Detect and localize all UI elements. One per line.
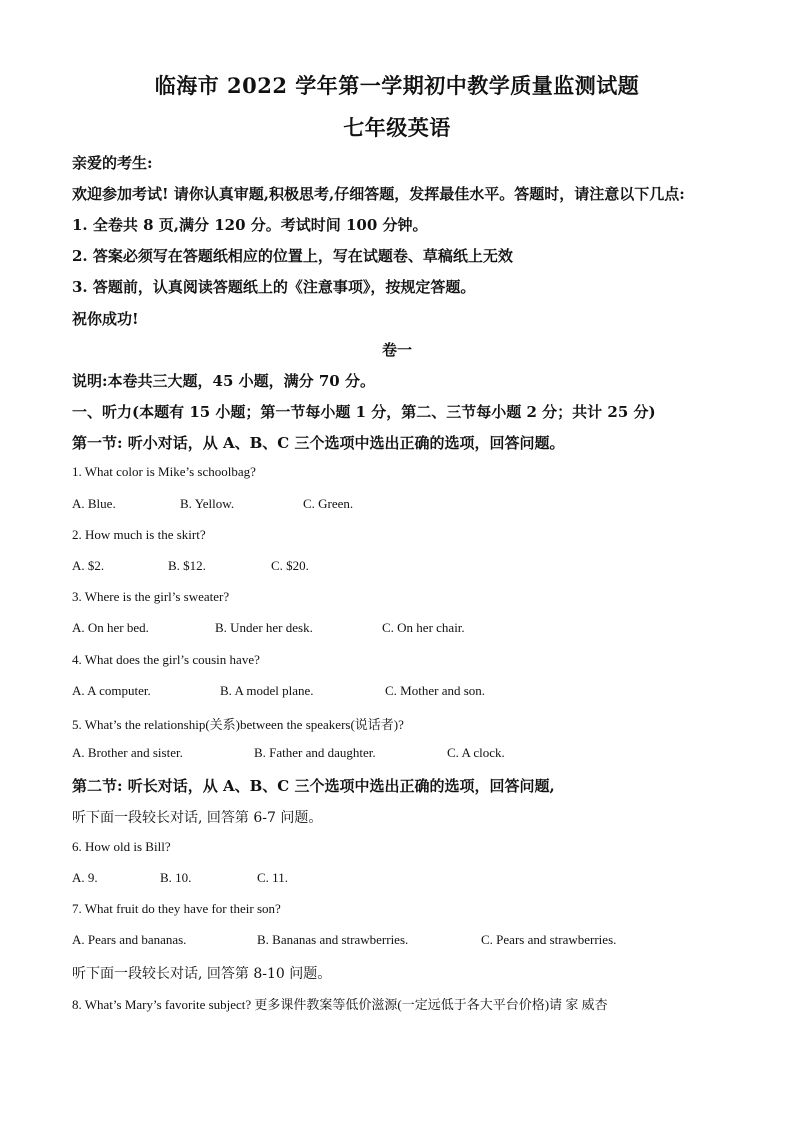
section1-heading: 一、听力(本题有 15 小题；第一节每小题 1 分，第二、三节每小题 2 分；共计 25 分)	[72, 403, 656, 421]
option-a: A. A computer.	[72, 683, 151, 698]
option-b: B. 10.	[160, 870, 192, 885]
exam-title: 临海市 2022 学年第一学期初中教学质量监测试题	[154, 73, 640, 98]
long-dialogue-intro-1: 听下面一段较长对话, 回答第 6-7 问题。	[72, 810, 323, 826]
question-4-options	[72, 683, 752, 703]
question-8: 8. What’s Mary’s favorite subject? 更多课件教案等低价滋源(一定远低于各大平台价格)请 家 威杏	[72, 997, 608, 1012]
question-5: 5. What’s the relationship(关系)between the speakers(说话者)?	[72, 717, 404, 732]
option-b: B. Bananas and strawberries.	[257, 932, 409, 947]
option-c: C. Green.	[303, 496, 354, 511]
option-c: C. A clock.	[447, 745, 505, 760]
option-c: C. Pears and strawberries.	[481, 932, 617, 947]
option-b: B. Under her desk.	[215, 620, 313, 635]
option-a: A. Pears and bananas.	[72, 932, 187, 947]
option-c: C. Mother and son.	[385, 683, 486, 698]
volume-note: 说明:本卷共三大题，45 小题，满分 70 分。	[72, 372, 375, 390]
question-3-options	[72, 620, 752, 640]
part2-instruction: 第二节: 听长对话，从 A、B、C 三个选项中选出正确的选项，回答问题,	[72, 777, 555, 795]
option-c: C. $20.	[271, 558, 309, 573]
greeting: 亲爱的考生:	[72, 154, 153, 172]
question-3: 3. Where is the girl’s sweater?	[72, 589, 230, 604]
option-a: A. Blue.	[72, 496, 116, 511]
option-a: A. Brother and sister.	[72, 745, 183, 760]
option-b: B. $12.	[168, 558, 206, 573]
exam-subtitle: 七年级英语	[343, 115, 451, 140]
question-7: 7. What fruit do they have for their son?	[72, 901, 281, 916]
long-dialogue-intro-2: 听下面一段较长对话, 回答第 8-10 问题。	[72, 966, 332, 982]
welcome-text: 欢迎参加考试! 请你认真审题,积极思考,仔细答题，发挥最佳水平。答题时，请注意以下几点:	[72, 185, 685, 203]
option-c: C. 11.	[257, 870, 288, 885]
question-6-options	[72, 870, 752, 890]
option-a: A. $2.	[72, 558, 105, 573]
question-7-options	[72, 932, 752, 952]
option-b: B. Father and daughter.	[254, 745, 376, 760]
option-c: C. On her chair.	[382, 620, 465, 635]
rule-3: 3. 答题前，认真阅读答题纸上的《注意事项》，按规定答题。	[72, 278, 476, 296]
rule-2: 2. 答案必须写在答题纸相应的位置上，写在试题卷、草稿纸上无效	[72, 247, 513, 265]
volume-title: 卷一	[381, 341, 412, 359]
question-1: 1. What color is Mike’s schoolbag?	[72, 464, 256, 479]
option-b: B. A model plane.	[220, 683, 314, 698]
option-a: A. 9.	[72, 870, 98, 885]
part1-instruction: 第一节: 听小对话，从 A、B、C 三个选项中选出正确的选项，回答问题。	[72, 434, 565, 452]
option-b: B. Yellow.	[180, 496, 235, 511]
rule-1: 1. 全卷共 8 页,满分 120 分。考试时间 100 分钟。	[72, 216, 428, 234]
question-1-options	[72, 496, 752, 516]
question-2-options	[72, 558, 752, 578]
question-2: 2. How much is the skirt?	[72, 527, 206, 542]
question-4: 4. What does the girl’s cousin have?	[72, 652, 260, 667]
question-5-options	[72, 745, 752, 765]
question-6: 6. How old is Bill?	[72, 839, 171, 854]
option-a: A. On her bed.	[72, 620, 149, 635]
closing: 祝你成功!	[72, 310, 139, 328]
